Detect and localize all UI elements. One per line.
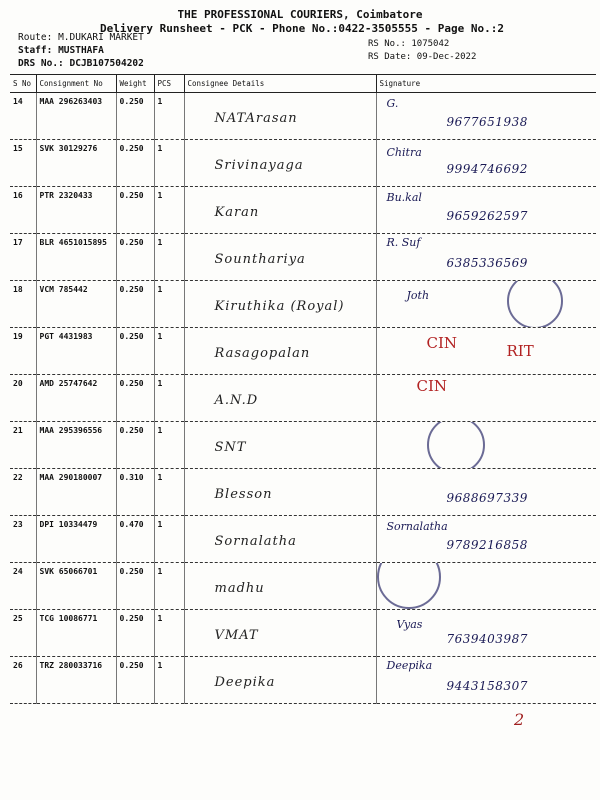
table-row bbox=[10, 140, 596, 187]
consignee-cell: A.N.D bbox=[184, 375, 376, 422]
weight-cell: 0.250 bbox=[116, 187, 154, 234]
consignee-cell: Rasagopalan bbox=[184, 328, 376, 375]
weight-cell: 0.470 bbox=[116, 516, 154, 563]
rs-no-line: RS No.: 1075042 bbox=[368, 39, 450, 49]
col-pcs: PCS bbox=[154, 75, 184, 93]
consignment-cell: PTR 2320433 bbox=[36, 187, 116, 234]
weight-cell: 0.250 bbox=[116, 563, 154, 610]
table-row bbox=[10, 610, 596, 657]
consignment-cell: AMD 25747642 bbox=[36, 375, 116, 422]
table-row bbox=[10, 422, 596, 469]
consignee-cell: Kiruthika (Royal) bbox=[184, 281, 376, 328]
pcs-cell: 1 bbox=[154, 469, 184, 516]
pcs-cell: 1 bbox=[154, 375, 184, 422]
consignment-cell: SVK 30129276 bbox=[36, 140, 116, 187]
sno-cell: 14 bbox=[10, 93, 36, 140]
weight-cell: 0.310 bbox=[116, 469, 154, 516]
handwritten-signature: G. bbox=[386, 97, 399, 110]
pcs-cell: 1 bbox=[154, 234, 184, 281]
signature-cell bbox=[376, 328, 596, 375]
consignee-cell: SNT bbox=[184, 422, 376, 469]
route-line: Route: M.DUKARI MARKET bbox=[18, 32, 144, 43]
sno-cell: 22 bbox=[10, 469, 36, 516]
consignment-cell: TCG 10086771 bbox=[36, 610, 116, 657]
pcs-cell: 1 bbox=[154, 610, 184, 657]
consignee-cell: VMAT bbox=[184, 610, 376, 657]
signature-cell bbox=[376, 234, 596, 281]
col-consignment: Consignment No bbox=[36, 75, 116, 93]
pcs-cell: 1 bbox=[154, 422, 184, 469]
pcs-cell: 1 bbox=[154, 516, 184, 563]
rs-no-value: 1075042 bbox=[411, 39, 450, 49]
rs-date-value: 09-Dec-2022 bbox=[416, 52, 477, 62]
table-row bbox=[10, 657, 596, 704]
weight-cell: 0.250 bbox=[116, 281, 154, 328]
handwritten-signature: Bu.kal bbox=[386, 191, 422, 204]
table-row bbox=[10, 469, 596, 516]
table-header bbox=[10, 75, 596, 93]
pcs-cell: 1 bbox=[154, 93, 184, 140]
weight-cell: 0.250 bbox=[116, 328, 154, 375]
handwritten-signature: Sornalatha bbox=[386, 520, 448, 533]
signature-cell bbox=[376, 375, 596, 422]
rs-date-line: RS Date: 09-Dec-2022 bbox=[368, 52, 477, 62]
signature-cell bbox=[376, 422, 596, 469]
consignment-cell: BLR 4651015895 bbox=[36, 234, 116, 281]
pcs-cell: 1 bbox=[154, 281, 184, 328]
phone-number: 9443158307 bbox=[446, 679, 528, 693]
runsheet-subtitle: Delivery Runsheet - PCK - Phone No.:0422-3505555 - Page No.:2 bbox=[100, 22, 504, 35]
handwritten-signature: Joth bbox=[406, 289, 430, 302]
drs-value: DCJB107504202 bbox=[69, 58, 144, 69]
sno-cell: 24 bbox=[10, 563, 36, 610]
phone-number: 9994746692 bbox=[446, 162, 528, 176]
phone-number: 9677651938 bbox=[446, 115, 528, 129]
sno-cell: 25 bbox=[10, 610, 36, 657]
consignment-cell: MAA 295396556 bbox=[36, 422, 116, 469]
page-mark: 2 bbox=[514, 710, 525, 729]
weight-cell: 0.250 bbox=[116, 610, 154, 657]
col-signature: Signature bbox=[376, 75, 596, 93]
signature-cell bbox=[376, 516, 596, 563]
signature-cell bbox=[376, 93, 596, 140]
sno-cell: 15 bbox=[10, 140, 36, 187]
consignment-cell: PGT 4431983 bbox=[36, 328, 116, 375]
consignment-cell: TRZ 280033716 bbox=[36, 657, 116, 704]
table-row bbox=[10, 328, 596, 375]
col-weight: Weight bbox=[116, 75, 154, 93]
pcs-cell: 1 bbox=[154, 140, 184, 187]
consignee-cell: Srivinayaga bbox=[184, 140, 376, 187]
table-row bbox=[10, 281, 596, 328]
weight-cell: 0.250 bbox=[116, 375, 154, 422]
consignment-cell: SVK 65066701 bbox=[36, 563, 116, 610]
weight-cell: 0.250 bbox=[116, 422, 154, 469]
signature-cell bbox=[376, 140, 596, 187]
weight-cell: 0.250 bbox=[116, 657, 154, 704]
handwritten-signature: RIT bbox=[506, 342, 534, 360]
consignment-cell: MAA 296263403 bbox=[36, 93, 116, 140]
pcs-cell: 1 bbox=[154, 187, 184, 234]
phone-number: 9789216858 bbox=[446, 538, 528, 552]
table-row bbox=[10, 187, 596, 234]
handwritten-signature: Chitra bbox=[386, 146, 422, 159]
weight-cell: 0.250 bbox=[116, 93, 154, 140]
sno-cell: 19 bbox=[10, 328, 36, 375]
col-sno: S No bbox=[10, 75, 36, 93]
pcs-cell: 1 bbox=[154, 657, 184, 704]
table-row bbox=[10, 563, 596, 610]
table-row bbox=[10, 516, 596, 563]
handwritten-signature: CIN bbox=[426, 334, 458, 352]
consignee-cell: madhu bbox=[184, 563, 376, 610]
consignee-cell: Deepika bbox=[184, 657, 376, 704]
table-row bbox=[10, 93, 596, 140]
signature-cell bbox=[376, 610, 596, 657]
col-consignee: Consignee Details bbox=[184, 75, 376, 93]
signature-cell bbox=[376, 187, 596, 234]
staff-value: MUSTHAFA bbox=[58, 45, 104, 56]
phone-number: 9688697339 bbox=[446, 491, 528, 505]
weight-cell: 0.250 bbox=[116, 234, 154, 281]
signature-cell bbox=[376, 281, 596, 328]
signature-cell bbox=[376, 469, 596, 516]
table-row bbox=[10, 375, 596, 422]
staff-line: Staff: MUSTHAFA bbox=[18, 45, 104, 56]
consignee-cell: Blesson bbox=[184, 469, 376, 516]
phone-number: 6385336569 bbox=[446, 256, 528, 270]
handwritten-signature: Vyas bbox=[396, 618, 423, 631]
rubber-stamp bbox=[377, 563, 441, 610]
pcs-cell: 1 bbox=[154, 563, 184, 610]
consignment-cell: DPI 10334479 bbox=[36, 516, 116, 563]
consignment-cell: VCM 785442 bbox=[36, 281, 116, 328]
consignee-cell: Karan bbox=[184, 187, 376, 234]
handwritten-signature: CIN bbox=[416, 377, 448, 395]
weight-cell: 0.250 bbox=[116, 140, 154, 187]
consignee-cell: Sounthariya bbox=[184, 234, 376, 281]
route-value: M.DUKARI MARKET bbox=[58, 32, 144, 43]
consignee-cell: NATArasan bbox=[184, 93, 376, 140]
drs-line: DRS No.: DCJB107504202 bbox=[18, 58, 144, 69]
handwritten-signature: Deepika bbox=[386, 659, 433, 672]
signature-cell bbox=[376, 563, 596, 610]
consignee-cell: Sornalatha bbox=[184, 516, 376, 563]
sno-cell: 17 bbox=[10, 234, 36, 281]
sno-cell: 20 bbox=[10, 375, 36, 422]
company-title: THE PROFESSIONAL COURIERS, Coimbatore bbox=[177, 8, 423, 21]
table-row bbox=[10, 234, 596, 281]
phone-number: 7639403987 bbox=[446, 632, 528, 646]
pcs-cell: 1 bbox=[154, 328, 184, 375]
rubber-stamp bbox=[427, 422, 485, 469]
sno-cell: 26 bbox=[10, 657, 36, 704]
signature-cell bbox=[376, 657, 596, 704]
phone-number: 9659262597 bbox=[446, 209, 528, 223]
handwritten-signature: R. Suf bbox=[386, 236, 421, 249]
sno-cell: 16 bbox=[10, 187, 36, 234]
rubber-stamp bbox=[507, 281, 563, 328]
sno-cell: 18 bbox=[10, 281, 36, 328]
runsheet-table bbox=[10, 74, 596, 704]
consignment-cell: MAA 290180007 bbox=[36, 469, 116, 516]
sno-cell: 21 bbox=[10, 422, 36, 469]
sno-cell: 23 bbox=[10, 516, 36, 563]
